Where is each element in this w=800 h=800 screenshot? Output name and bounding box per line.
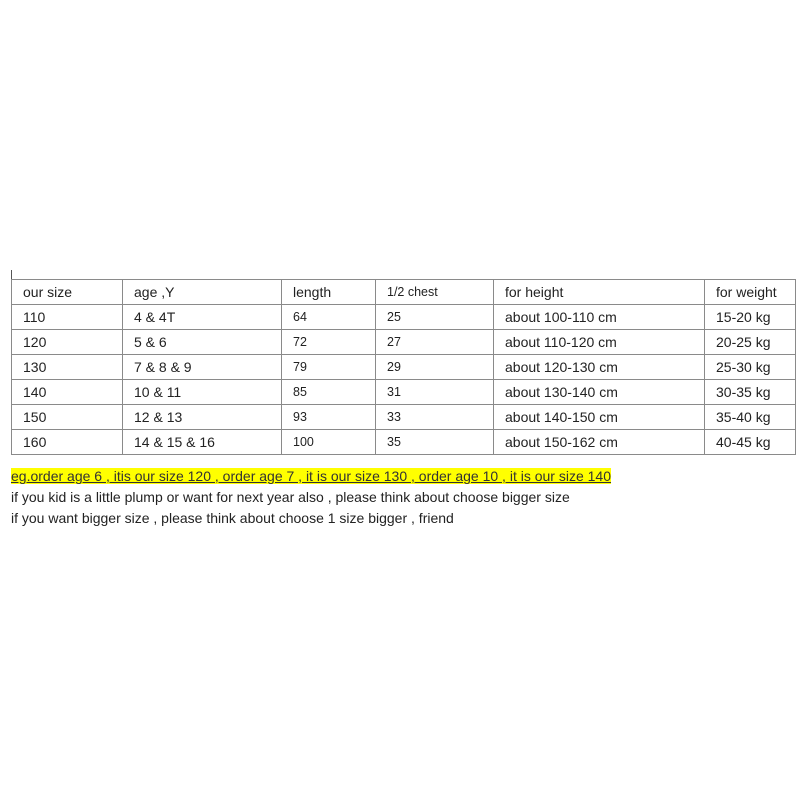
header-half-chest: 1/2 chest — [376, 280, 494, 305]
table-row — [12, 355, 796, 380]
cell-for-height: about 120-130 cm — [494, 355, 705, 380]
size-notes — [11, 466, 611, 529]
cell-length: 85 — [282, 380, 376, 405]
note-bigger-size-advice: if you want bigger size , please think about choose 1 size bigger , friend — [11, 510, 454, 526]
cell-our-size: 120 — [12, 330, 123, 355]
header-for-height: for height — [494, 280, 705, 305]
cell-age: 12 & 13 — [123, 405, 282, 430]
cell-our-size: 140 — [12, 380, 123, 405]
table-row — [12, 330, 796, 355]
cell-our-size: 150 — [12, 405, 123, 430]
cell-length: 100 — [282, 430, 376, 455]
table-row — [12, 380, 796, 405]
note-example-line — [11, 466, 611, 487]
cell-for-weight: 25-30 kg — [705, 355, 796, 380]
table-header-row — [12, 280, 796, 305]
cell-length: 64 — [282, 305, 376, 330]
cell-for-height: about 140-150 cm — [494, 405, 705, 430]
cell-length: 72 — [282, 330, 376, 355]
cell-for-height: about 100-110 cm — [494, 305, 705, 330]
cell-for-weight: 30-35 kg — [705, 380, 796, 405]
cell-age: 14 & 15 & 16 — [123, 430, 282, 455]
size-chart-table — [11, 279, 796, 455]
cell-for-weight: 40-45 kg — [705, 430, 796, 455]
cell-our-size: 110 — [12, 305, 123, 330]
cell-length: 79 — [282, 355, 376, 380]
cell-for-height: about 130-140 cm — [494, 380, 705, 405]
cell-length: 93 — [282, 405, 376, 430]
cell-age: 4 & 4T — [123, 305, 282, 330]
table-row — [12, 305, 796, 330]
cell-half-chest: 33 — [376, 405, 494, 430]
note-plump-advice: if you kid is a little plump or want for next year also , please think about choose bigger size — [11, 489, 570, 505]
cell-age: 5 & 6 — [123, 330, 282, 355]
header-age: age ,Y — [123, 280, 282, 305]
cell-half-chest: 27 — [376, 330, 494, 355]
header-for-weight: for weight — [705, 280, 796, 305]
header-length: length — [282, 280, 376, 305]
table-row — [12, 405, 796, 430]
cell-for-weight: 35-40 kg — [705, 405, 796, 430]
cell-half-chest: 29 — [376, 355, 494, 380]
cell-half-chest: 35 — [376, 430, 494, 455]
cell-our-size: 160 — [12, 430, 123, 455]
cell-age: 7 & 8 & 9 — [123, 355, 282, 380]
cell-for-weight: 15-20 kg — [705, 305, 796, 330]
highlighted-size-example: eg.order age 6 , itis our size 120 , order age 7 , it is our size 130 , order age 10 , it is our size 140 — [11, 468, 611, 484]
cell-for-height: about 150-162 cm — [494, 430, 705, 455]
cell-half-chest: 31 — [376, 380, 494, 405]
table-row — [12, 430, 796, 455]
cell-for-weight: 20-25 kg — [705, 330, 796, 355]
cell-age: 10 & 11 — [123, 380, 282, 405]
cell-for-height: about 110-120 cm — [494, 330, 705, 355]
cell-half-chest: 25 — [376, 305, 494, 330]
header-our-size: our size — [12, 280, 123, 305]
cell-our-size: 130 — [12, 355, 123, 380]
